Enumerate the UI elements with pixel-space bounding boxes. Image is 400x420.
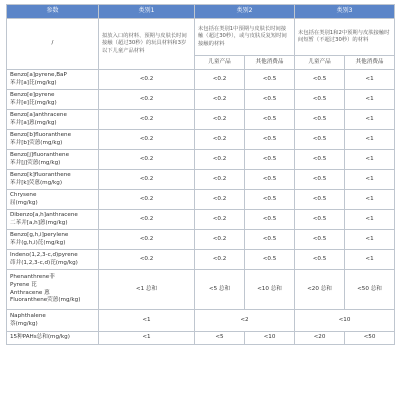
table-row xyxy=(7,230,395,250)
intro-row xyxy=(7,19,395,56)
table-row-total xyxy=(7,332,395,345)
parameter-name-line: 苯并[e]芘(mg/kg) xyxy=(10,99,57,106)
category-2-other-limit: <0.5 xyxy=(245,70,295,90)
parameter-name-line: Indeno(1,2,3-c,d)pyrene xyxy=(10,251,78,258)
category-2-other-limit: <0.5 xyxy=(245,230,295,250)
category-3-other-limit: <50 xyxy=(345,332,395,345)
parameter-name-line: Phenanthrene菲 xyxy=(10,274,55,281)
category-1-limit: <0.2 xyxy=(99,70,195,90)
category-1-limit: <0.2 xyxy=(99,190,195,210)
parameter-name-line: 二苯并[a,h]蒽(mg/kg) xyxy=(10,219,68,226)
header-param: 参数 xyxy=(7,5,99,19)
table-row xyxy=(7,130,395,150)
parameter-name-line: Dibenzo[a,h]anthracene xyxy=(10,211,78,218)
parameter-name-line: Benzo[a]pyrene,BaP xyxy=(10,71,67,78)
category-2-kids-limit: <0.2 xyxy=(195,230,245,250)
pah-limits-table-container xyxy=(6,4,394,345)
parameter-name xyxy=(7,90,99,110)
category-3-kids-limit: <20 总和 xyxy=(295,270,345,310)
category-1-limit: <0.2 xyxy=(99,150,195,170)
parameter-name-line: Benzo[g,h,i]perylene xyxy=(10,231,69,238)
category-1-limit: <1 xyxy=(99,310,195,332)
category-2-kids-limit: <0.2 xyxy=(195,150,245,170)
table-row xyxy=(7,150,395,170)
category-3-kids-limit: <0.5 xyxy=(295,230,345,250)
parameter-name-line: 茚并(1,2,3-c,d)芘(mg/kg) xyxy=(10,259,78,266)
category-3-kids-limit: <0.5 xyxy=(295,110,345,130)
table-row xyxy=(7,210,395,230)
parameter-name xyxy=(7,270,99,310)
category-3-kids-limit: <0.5 xyxy=(295,70,345,90)
category-1-limit: <0.2 xyxy=(99,210,195,230)
parameter-name xyxy=(7,110,99,130)
category-3-other-limit: <1 xyxy=(345,230,395,250)
category-3-other-limit: <1 xyxy=(345,150,395,170)
category-3-description: 未包括在类别1和2中预期与皮肤接触时间短暂（不超过30秒）的材料 xyxy=(295,19,395,56)
parameter-name-line: Fluoranthene荧蒽(mg/kg) xyxy=(10,297,81,304)
category-2-kids-limit: <0.2 xyxy=(195,90,245,110)
parameter-name-line: Benzo[j]fluoranthene xyxy=(10,151,70,158)
category-2-kids-limit: <0.2 xyxy=(195,170,245,190)
category-2-limit: <2 xyxy=(195,310,295,332)
category-3-sub-kids: 儿童产品 xyxy=(295,56,345,70)
category-2-kids-limit: <0.2 xyxy=(195,250,245,270)
parameter-name-line: Chrysene xyxy=(10,191,37,198)
category-2-other-limit: <0.5 xyxy=(245,130,295,150)
parameter-name-line: 萘(mg/kg) xyxy=(10,320,38,327)
parameter-name xyxy=(7,210,99,230)
parameter-name xyxy=(7,150,99,170)
category-2-other-limit: <0.5 xyxy=(245,250,295,270)
parameter-name: 15种PAHs总和(mg/kg) xyxy=(7,332,99,345)
category-3-kids-limit: <0.5 xyxy=(295,150,345,170)
parameter-name-line: Benzo[a]anthracene xyxy=(10,111,67,118)
table-row-naphthalene xyxy=(7,310,395,332)
header-row xyxy=(7,5,395,19)
header-category-1: 类别1 xyxy=(99,5,195,19)
category-3-kids-limit: <0.5 xyxy=(295,90,345,110)
category-1-limit: <0.2 xyxy=(99,90,195,110)
parameter-name xyxy=(7,70,99,90)
parameter-name-line: 屈(mg/kg) xyxy=(10,199,38,206)
category-2-other-limit: <0.5 xyxy=(245,210,295,230)
category-3-kids-limit: <0.5 xyxy=(295,170,345,190)
table-row-group-sum xyxy=(7,270,395,310)
header-category-2: 类别2 xyxy=(195,5,295,19)
category-1-description: 拟放入口的材料、预期与皮肤长时间接触（超过30秒）的玩具材料和3岁以下儿童产品材料 xyxy=(99,19,195,70)
parameter-name-line: 苯并[a]芘(mg/kg) xyxy=(10,79,57,86)
parameter-name-line: 苯并[k]荧蒽(mg/kg) xyxy=(10,179,63,186)
parameter-name-line: 苯并[a]蒽(mg/kg) xyxy=(10,119,57,126)
category-3-other-limit: <1 xyxy=(345,90,395,110)
parameter-name xyxy=(7,170,99,190)
category-3-other-limit: <1 xyxy=(345,250,395,270)
category-1-limit: <0.2 xyxy=(99,130,195,150)
parameter-name-line: Anthracene 蒽 xyxy=(10,289,50,296)
category-3-kids-limit: <20 xyxy=(295,332,345,345)
pah-limits-table xyxy=(6,4,395,345)
category-1-limit: <0.2 xyxy=(99,250,195,270)
category-2-kids-limit: <0.2 xyxy=(195,70,245,90)
category-2-other-limit: <10 总和 xyxy=(245,270,295,310)
category-1-limit: <1 总和 xyxy=(99,270,195,310)
category-2-kids-limit: <0.2 xyxy=(195,210,245,230)
parameter-name xyxy=(7,310,99,332)
category-3-kids-limit: <0.5 xyxy=(295,130,345,150)
category-2-description: 未包括在类别1中预期与皮肤长时间接触（超过30秒），或与皮肤反复短时间接触的材料 xyxy=(195,19,295,56)
category-2-kids-limit: <5 xyxy=(195,332,245,345)
table-row xyxy=(7,110,395,130)
category-3-other-limit: <1 xyxy=(345,190,395,210)
category-3-kids-limit: <0.5 xyxy=(295,250,345,270)
category-3-other-limit: <1 xyxy=(345,70,395,90)
category-2-kids-limit: <0.2 xyxy=(195,130,245,150)
parameter-name-line: Benzo[b]fluoranthene xyxy=(10,131,72,138)
category-3-kids-limit: <0.5 xyxy=(295,210,345,230)
category-2-sub-kids: 儿童产品 xyxy=(195,56,245,70)
category-3-other-limit: <1 xyxy=(345,130,395,150)
category-2-kids-limit: <5 总和 xyxy=(195,270,245,310)
parameter-name-line: 苯并[j]荧蒽(mg/kg) xyxy=(10,159,61,166)
category-3-other-limit: <1 xyxy=(345,110,395,130)
header-category-3: 类别3 xyxy=(295,5,395,19)
category-2-other-limit: <0.5 xyxy=(245,190,295,210)
category-3-other-limit: <50 总和 xyxy=(345,270,395,310)
category-2-other-limit: <10 xyxy=(245,332,295,345)
category-2-other-limit: <0.5 xyxy=(245,90,295,110)
category-3-sub-other: 其他消费品 xyxy=(345,56,395,70)
category-3-limit: <10 xyxy=(295,310,395,332)
parameter-name-line: Benzo[k]fluoranthene xyxy=(10,171,71,178)
parameter-name xyxy=(7,230,99,250)
table-row xyxy=(7,250,395,270)
parameter-name xyxy=(7,190,99,210)
category-3-kids-limit: <0.5 xyxy=(295,190,345,210)
parameter-name-line: Naphthalene xyxy=(10,312,46,319)
parameter-name-line: Pyrene 芘 xyxy=(10,281,37,288)
parameter-name-line: Benzo[e]pyrene xyxy=(10,91,55,98)
parameter-name-line: 苯并[b]荧蒽(mg/kg) xyxy=(10,139,63,146)
parameter-name xyxy=(7,250,99,270)
table-row xyxy=(7,170,395,190)
category-2-other-limit: <0.5 xyxy=(245,150,295,170)
table-row xyxy=(7,190,395,210)
category-1-limit: <1 xyxy=(99,332,195,345)
category-1-limit: <0.2 xyxy=(99,110,195,130)
parameter-name-line: 苯并(g,h,i)芘(mg/kg) xyxy=(10,239,66,246)
category-2-sub-other: 其他消费品 xyxy=(245,56,295,70)
category-3-other-limit: <1 xyxy=(345,170,395,190)
category-1-limit: <0.2 xyxy=(99,170,195,190)
parameter-name xyxy=(7,130,99,150)
table-row xyxy=(7,70,395,90)
category-3-other-limit: <1 xyxy=(345,210,395,230)
category-2-kids-limit: <0.2 xyxy=(195,190,245,210)
category-2-kids-limit: <0.2 xyxy=(195,110,245,130)
table-row xyxy=(7,90,395,110)
category-1-limit: <0.2 xyxy=(99,230,195,250)
intro-slash: / xyxy=(7,19,99,70)
category-2-other-limit: <0.5 xyxy=(245,110,295,130)
category-2-other-limit: <0.5 xyxy=(245,170,295,190)
